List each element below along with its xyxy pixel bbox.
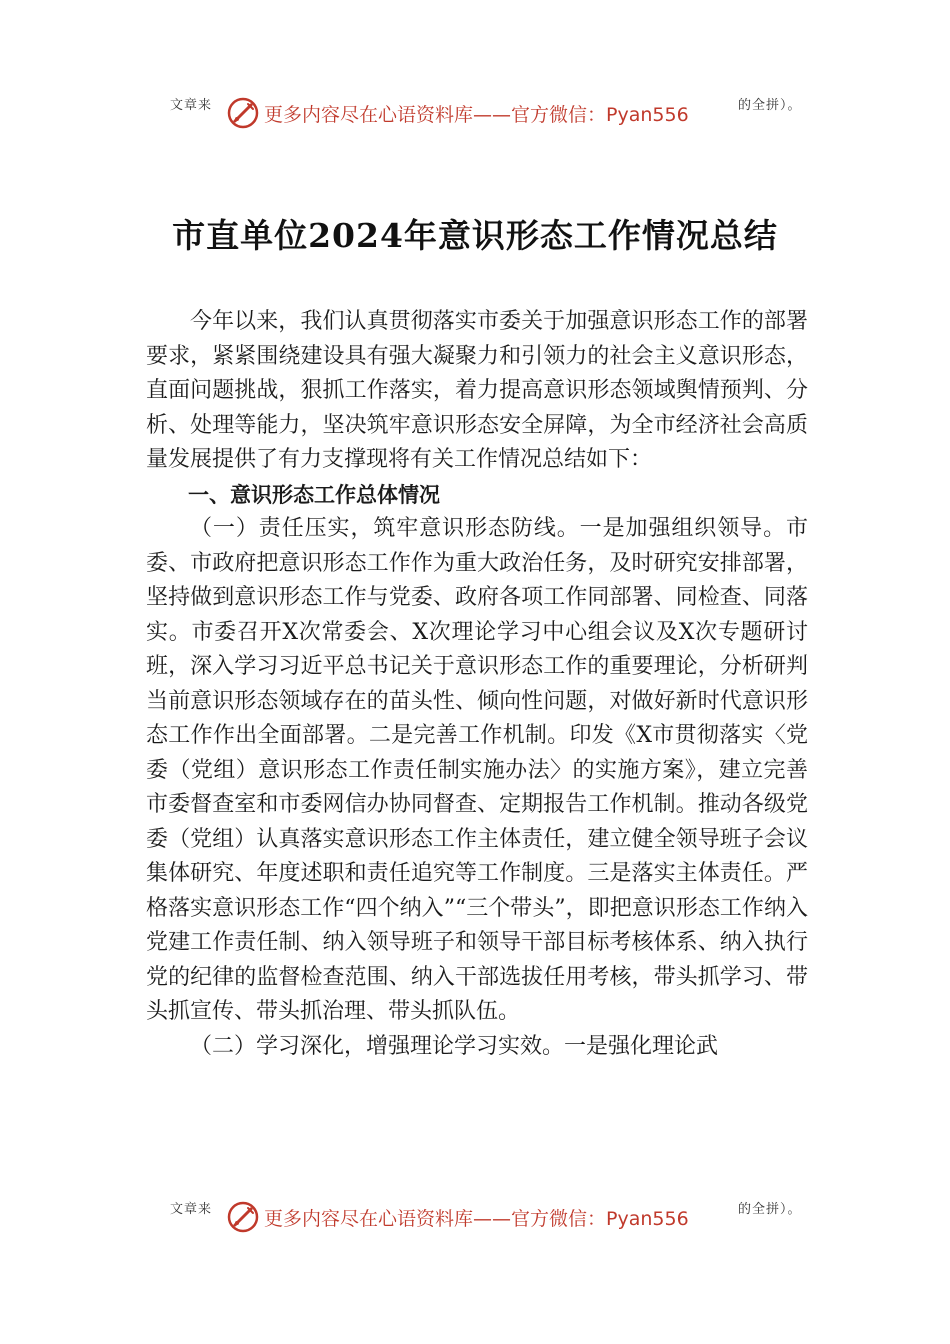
watermark-footer: [0, 1196, 950, 1236]
intro-paragraph: 今年以来，我们认真贯彻落实市委关于加强意识形态工作的部署要求，紧紧围绕建设具有强大凝聚力和引领力的社会主义意识形态，直面问题挑战，狠抓工作落实，着力提高意识形态领域舆情预判、分析、处理等能力，坚决筑牢意识形态安全屏障，为全市经济社会高质量发展提供了有力支撑现将有关工作情况总结如下：: [146, 309, 808, 472]
pen-logo-icon: [226, 96, 260, 130]
watermark-main-text: 更多内容尽在心语资料库——官方微信：Pyan556: [264, 104, 689, 126]
pen-logo-icon: [226, 1200, 260, 1234]
watermark-left-text: 文章来: [170, 1202, 213, 1217]
watermark-header: [0, 92, 950, 132]
watermark-main-text: 更多内容尽在心语资料库——官方微信：Pyan556: [264, 1208, 689, 1230]
watermark-right-text: 的全拼）。: [738, 1202, 802, 1217]
section-paragraph-1: （一）责任压实，筑牢意识形态防线。一是加强组织领导。市委、市政府把意识形态工作作为重大政治任务，及时研究安排部署，坚持做到意识形态工作与党委、政府各项工作同部署、同检查、同落实。市委召开X次常委会、X次理论学习中心组会议及X次专题研讨班，深入学习习近平总书记关于意识形态工作的重要理论，分析研判当前意识形态领域存在的苗头性、倾向性问题，对做好新时代意识形态工作作出全面部署。二是完善工作机制。印发《X市贯彻落实〈党委（党组）意识形态工作责任制实施办法〉的实施方案》，建立完善市委督查室和市委网信办协同督查、定期报告工作机制。推动各级党委（党组）认真落实意识形态工作主体责任，建立健全领导班子会议集体研究、年度述职和责任追究等工作制度。三是落实主体责任。严格落实意识形态工作“四个纳入”“三个带头”，即把意识形态工作纳入党建工作责任制、纳入领导班子和领导干部目标考核体系、纳入执行党的纪律的监督检查范围、纳入干部选拔任用考核，带头抓学习、带头抓宣传、带头抓治理、带头抓队伍。: [146, 516, 808, 1024]
watermark-left-text: 文章来: [170, 98, 213, 113]
section-paragraph-2: （二）学习深化，增强理论学习实效。一是强化理论武: [190, 1033, 719, 1059]
document-title: 市直单位2024年意识形态工作情况总结: [172, 216, 778, 255]
section-heading: 一、意识形态工作总体情况: [188, 482, 440, 507]
document-body: [146, 305, 808, 1064]
watermark-right-text: 的全拼）。: [738, 98, 802, 113]
